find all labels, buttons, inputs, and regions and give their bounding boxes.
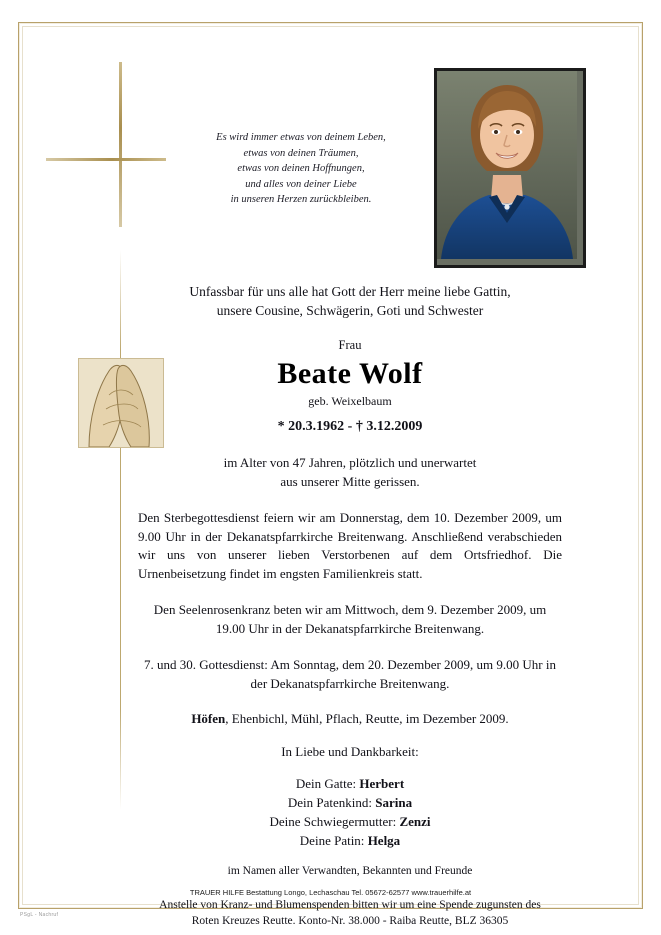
family-label: Deine Schwiegermutter: <box>269 814 400 829</box>
family-member <box>138 831 562 850</box>
portrait-photo <box>434 68 586 268</box>
donation-note <box>138 897 562 929</box>
family-name: Sarina <box>375 795 413 810</box>
cross-icon <box>46 62 166 227</box>
funeral-paragraph: Den Sterbegottesdienst feiern wir am Donnerstag, dem 10. Dezember 2009, um 9.00 Uhr in der Dekanatspfarrkirche Breitenwang. Anschließend verabschieden wir uns von unserer lieben Verstorbenen auf dem Ortsfriedhof. Die Urnenbeisetzung findet im engsten Familienkreis statt. <box>138 510 562 581</box>
cross-vertical-bar <box>119 62 122 227</box>
family-member <box>138 812 562 831</box>
age-text <box>138 453 562 491</box>
family-member <box>138 774 562 793</box>
poem-line: und alles von deiner Liebe <box>245 178 357 190</box>
places-primary: Höfen <box>191 711 226 726</box>
relatives-line: im Namen aller Verwandten, Bekannten und Freunde <box>227 865 473 877</box>
family-name: Zenzi <box>399 814 431 829</box>
salutation: Frau <box>338 338 362 352</box>
family-label: Dein Patenkind: <box>287 795 376 810</box>
family-member <box>138 793 562 812</box>
lead-line: Unfassbar für uns alle hat Gott der Herr meine liebe Gattin, <box>189 284 511 299</box>
poem-block <box>170 130 432 208</box>
obituary-content <box>138 282 562 929</box>
birth-death-dates: * 20.3.1962 - † 3.12.2009 <box>277 419 423 434</box>
family-name: Herbert <box>359 776 405 791</box>
lead-text <box>138 282 562 320</box>
rosary-paragraph: Den Seelenrosenkranz beten wir am Mittwoch, dem 9. Dezember 2009, um 19.00 Uhr in der Dekanatspfarrkirche Breitenwang. <box>153 602 547 636</box>
maiden-name: geb. Weixelbaum <box>308 394 392 408</box>
places-line <box>138 711 562 727</box>
thanks-line: In Liebe und Dankbarkeit: <box>281 744 419 759</box>
poem-line: Es wird immer etwas von deinem Leben, <box>216 132 386 143</box>
funeral-home-footer: TRAUER HILFE Bestattung Longo, Lechaschau Tel. 05672-62577 www.trauerhilfe.at <box>189 888 472 897</box>
places-rest: , Ehenbichl, Mühl, Pflach, Reutte, im Dezember 2009. <box>225 711 509 726</box>
lead-line: unsere Cousine, Schwägerin, Goti und Schwester <box>216 303 484 318</box>
family-label: Dein Gatte: <box>295 776 360 791</box>
family-list <box>138 774 562 850</box>
print-code: PSgL - Nachruf <box>20 912 59 918</box>
portrait-illustration <box>437 71 577 259</box>
services-paragraph: 7. und 30. Gottesdienst: Am Sonntag, dem 20. Dezember 2009, um 9.00 Uhr in der Dekanatspfarrkirche Breitenwang. <box>144 657 556 691</box>
poem-line: etwas von deinen Hoffnungen, <box>237 163 365 174</box>
age-line: im Alter von 47 Jahren, plötzlich und unerwartet <box>223 455 477 470</box>
family-label: Deine Patin: <box>299 833 368 848</box>
deceased-name: Beate Wolf <box>277 357 423 390</box>
decorative-vertical-rule <box>120 250 121 810</box>
age-line: aus unserer Mitte gerissen. <box>280 474 420 489</box>
poem-line: etwas von deinen Träumen, <box>243 147 359 159</box>
donation-line: Anstelle von Kranz- und Blumenspenden bitten wir um eine Spende zugunsten des <box>159 899 541 911</box>
donation-line: Roten Kreuzes Reutte. Konto-Nr. 38.000 - Raiba Reutte, BLZ 36305 <box>191 915 509 927</box>
poem-line: in unseren Herzen zurückbleiben. <box>230 194 372 205</box>
cross-horizontal-bar <box>46 158 166 161</box>
family-name: Helga <box>367 833 401 848</box>
